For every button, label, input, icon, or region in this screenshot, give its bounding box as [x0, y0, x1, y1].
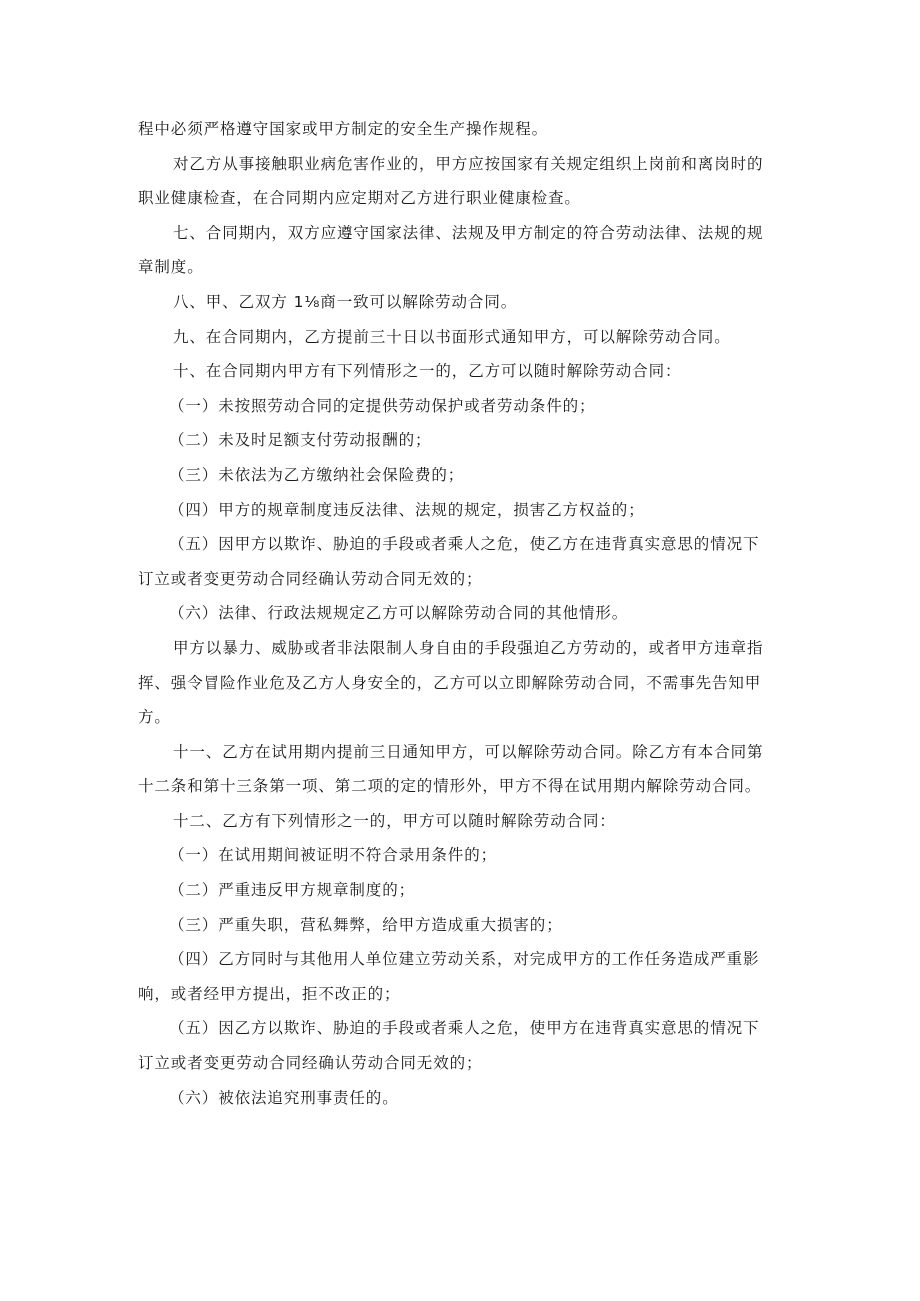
text-line: 十、在合同期内甲方有下列情形之一的，乙方可以随时解除劳动合同： [173, 362, 682, 381]
text-line: （一）在试用期间被证明不符合录用条件的； [169, 846, 498, 865]
text-line: 十二、乙方有下列情形之一的，甲方可以随时解除劳动合同： [173, 811, 616, 830]
text-line: 甲方以暴力、威胁或者非法限制人身自由的手段强迫乙方劳动的，或者甲方违章指 [173, 638, 764, 657]
text-line: 职业健康检查，在合同期内应定期对乙方进行职业健康检查。 [138, 189, 581, 208]
text-line: 响，或者经甲方提出，拒不改正的； [138, 984, 401, 1003]
contract-body [138, 112, 788, 1115]
text-line: 订立或者变更劳动合同经确认劳动合同无效的； [138, 569, 483, 588]
text-line: 章制度。 [138, 258, 204, 277]
text-line: 程中必须严格遵守国家或甲方制定的安全生产操作规程。 [138, 120, 549, 138]
text-line: （一）未按照劳动合同的定提供劳动保护或者劳动条件的； [169, 396, 596, 415]
text-line: 方。 [138, 708, 171, 727]
text-line: （二）严重违反甲方规章制度的； [169, 881, 416, 900]
text-line: 十一、乙方在试用期内提前三日通知甲方，可以解除劳动合同。除乙方有本合同第 [173, 742, 764, 761]
text-line: 十二条和第十三条第一项、第二项的定的情形外，甲方不得在试用期内解除劳动合同。 [138, 777, 762, 796]
text-line: 八、甲、乙双方 1⅛商一致可以解除劳动合同。 [173, 292, 518, 311]
text-line: （四）乙方同时与其他用人单位建立劳动关系，对完成甲方的工作任务造成严重影 [169, 950, 760, 969]
text-line: （五）因乙方以欺诈、胁迫的手段或者乘人之危，使甲方在违背真实意思的情况下 [169, 1019, 760, 1038]
text-line: 七、合同期内，双方应遵守国家法律、法规及甲方制定的符合劳动法律、法规的规 [173, 223, 764, 242]
text-line: （三）严重失职，营私舞弊，给甲方造成重大损害的； [169, 915, 563, 934]
text-line: （二）未及时足额支付劳动报酬的； [169, 431, 432, 450]
text-line: 订立或者变更劳动合同经确认劳动合同无效的； [138, 1054, 483, 1073]
text-line: （三）未依法为乙方缴纳社会保险费的； [169, 465, 465, 484]
text-line: 对乙方从事接触职业病危害作业的，甲方应按国家有关规定组织上岗前和离岗时的 [173, 154, 764, 173]
text-line: （六）被依法追究刑事责任的。 [169, 1088, 399, 1107]
text-line: （六）法律、行政法规规定乙方可以解除劳动合同的其他情形。 [169, 604, 629, 623]
text-line: 九、在合同期内，乙方提前三十日以书面形式通知甲方，可以解除劳动合同。 [173, 327, 731, 346]
text-line: 挥、强令冒险作业危及乙方人身安全的，乙方可以立即解除劳动合同，不需事先告知甲 [138, 673, 762, 692]
text-line: （四）甲方的规章制度违反法律、法规的规定，损害乙方权益的； [169, 500, 645, 519]
text-line: （五）因甲方以欺诈、胁迫的手段或者乘人之危，使乙方在违背真实意思的情况下 [169, 535, 760, 554]
